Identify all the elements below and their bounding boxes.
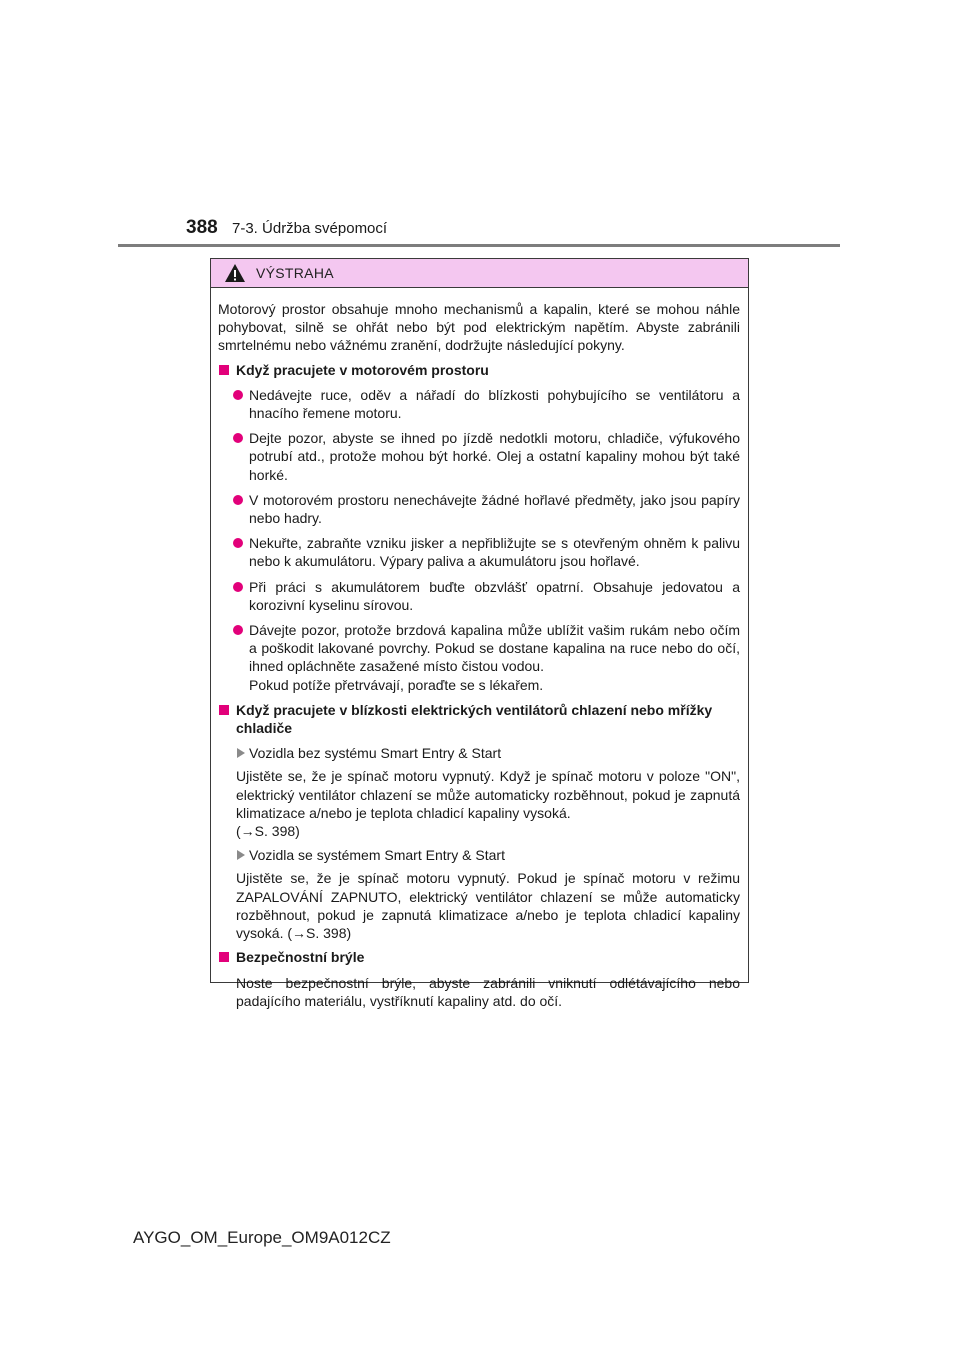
arrow-right-icon bbox=[237, 748, 245, 758]
variant-heading-without-smart-entry: Vozidla bez systému Smart Entry & Start bbox=[218, 744, 740, 762]
section-heading-safety-glasses: Bezpečnostní brýle bbox=[218, 948, 740, 966]
bullet-item: Nedávejte ruce, oděv a nářadí do blízkosti pohybujícího se ventilátoru a hnacího řemene motoru. bbox=[218, 386, 740, 422]
square-bullet-icon bbox=[219, 365, 229, 375]
round-bullet-icon bbox=[233, 433, 243, 443]
arrow-right-icon bbox=[237, 850, 245, 860]
round-bullet-icon bbox=[233, 625, 243, 635]
warning-box bbox=[210, 258, 749, 1009]
bullet-item: Dávejte pozor, protože brzdová kapalina může ublížit vašim rukám nebo očím a poškodit lakované povrchy. Pokud se dostane kapalina na ruce nebo do očí, ihned opláchněte zasažené místo čistou vodou. Pokud potíže přetrvávají, poraďte se s lékařem. bbox=[218, 621, 740, 694]
round-bullet-icon bbox=[233, 538, 243, 548]
variant-heading-with-smart-entry: Vozidla se systémem Smart Entry & Start bbox=[218, 846, 740, 864]
warning-label: VÝSTRAHA bbox=[256, 265, 334, 281]
round-bullet-icon bbox=[233, 582, 243, 592]
section-title: 7-3. Údržba svépomocí bbox=[232, 220, 388, 237]
header-rule bbox=[118, 244, 840, 247]
square-bullet-icon bbox=[219, 952, 229, 962]
round-bullet-icon bbox=[233, 390, 243, 400]
variant-text-with-smart-entry: Ujistěte se, že je spínač motoru vypnutý. Pokud je spínač motoru v režimu ZAPALOVÁNÍ ZAPNUTO, elektrický ventilátor chlazení se může automaticky rozběhnout, pokud je zapnutá klimatizace a/nebo je teplota chladicí kapaliny vysoká. (→S. 398) bbox=[236, 870, 740, 942]
safety-glasses-text: Noste bezpečnostní brýle, abyste zabránili vniknutí odlétávajícího nebo padajícího materiálu, vystříknutí kapaliny atd. do očí. bbox=[236, 974, 740, 1009]
bullet-item: Při práci s akumulátorem buďte obzvlášť opatrní. Obsahuje jedovatou a korozivní kyselinu sírovou. bbox=[218, 578, 740, 614]
bullet-item: Nekuřte, zabraňte vzniku jisker a nepřibližujte se s otevřeným ohněm k palivu nebo k akumulátoru. Výpary paliva a akumulátoru jsou hořlavé. bbox=[218, 534, 740, 570]
page-number: 388 bbox=[186, 217, 218, 238]
warning-intro: Motorový prostor obsahuje mnoho mechanismů a kapalin, které se mohou náhle pohybovat, silně se ohřát nebo být pod elektrickým napětím. Abyste zabránili smrtelnému nebo vážnému zranění, dodržujte následující pokyny. bbox=[218, 301, 740, 354]
bullet-item: V motorovém prostoru nenechávejte žádné hořlavé předměty, jako jsou papíry nebo hadry. bbox=[218, 491, 740, 527]
bullet-item: Dejte pozor, abyste se ihned po jízdě nedotkli motoru, chladiče, výfukového potrubí atd., protože mohou být horké. Olej a ostatní kapaliny mohou být také horké. bbox=[218, 429, 740, 484]
warning-header bbox=[211, 259, 748, 288]
document-footer: AYGO_OM_Europe_OM9A012CZ bbox=[133, 1228, 391, 1247]
bullet-extra-line: Pokud potíže přetrvávají, poraďte se s lékařem. bbox=[249, 676, 544, 693]
warning-body bbox=[211, 288, 748, 1010]
square-bullet-icon bbox=[219, 705, 229, 715]
section-heading-engine-compartment: Když pracujete v motorovém prostoru bbox=[218, 361, 740, 379]
page-reference: (→S. 398) bbox=[236, 823, 300, 840]
section-heading-cooling-fan: Když pracujete v blízkosti elektrických ventilátorů chlazení nebo mřížky chladiče bbox=[218, 701, 740, 737]
round-bullet-icon bbox=[233, 495, 243, 505]
warning-triangle-icon bbox=[224, 263, 246, 283]
variant-text-without-smart-entry: Ujistěte se, že je spínač motoru vypnutý. Když je spínač motoru v poloze "ON", elektrický ventilátor chlazení se může automaticky rozběhnout, pokud je zapnutá klimatizace a/nebo je teplota chladicí kapaliny vysoká. (→S. 398) bbox=[236, 768, 740, 840]
